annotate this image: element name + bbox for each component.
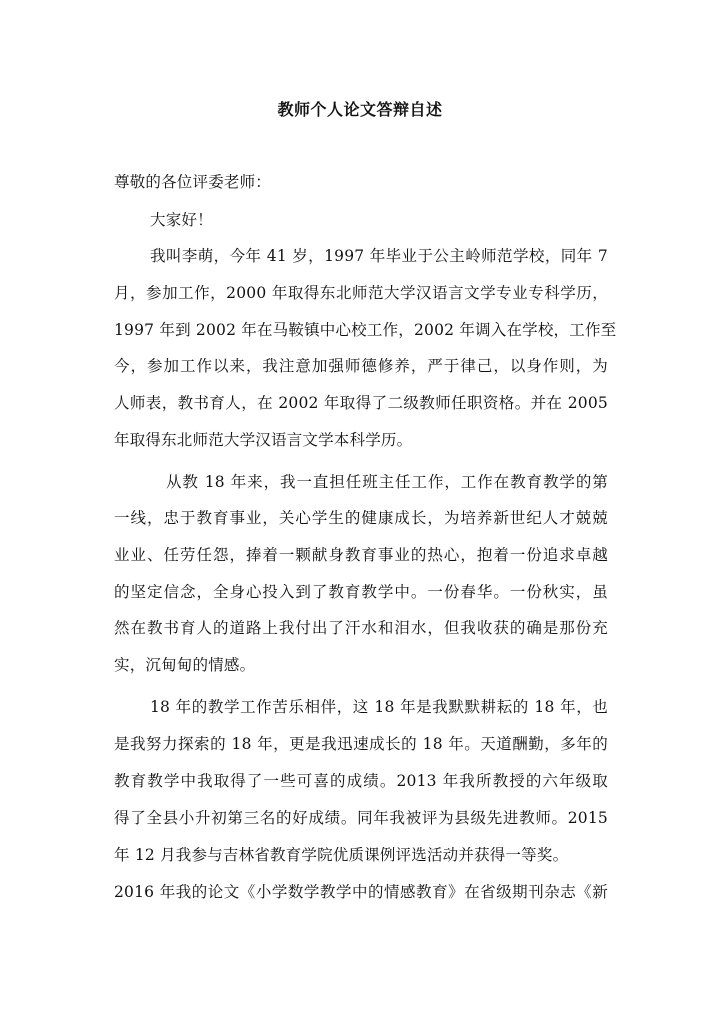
paragraph-line: 月，参加工作，2000 年取得东北师范大学汉语言文学专业专科学历， — [114, 284, 608, 302]
paragraph-line: 业业、任劳任怨，捧着一颗献身教育事业的热心，抱着一份追求卓越 — [114, 546, 608, 564]
paragraph-line: 从教 18 年来，我一直担任班主任工作，工作在教育教学的第 — [166, 473, 608, 491]
paragraph-line: 得了全县小升初第三名的好成绩。同年我被评为县级先进教师。2015 — [114, 809, 608, 827]
paragraph-line: 年 12 月我参与吉林省教育学院优质课例评选活动并获得一等奖。 — [114, 846, 569, 864]
paragraph-line: 人师表，教书育人，在 2002 年取得了二级教师任职资格。并在 2005 — [114, 394, 608, 412]
paragraph-line: 教育教学中我取得了一些可喜的成绩。2013 年我所教授的六年级取 — [114, 772, 608, 790]
paragraph-line: 1997 年到 2002 年在马鞍镇中心校工作，2002 年调入在学校，工作至 — [114, 321, 617, 339]
document-title: 教师个人论文答辩自述 — [277, 100, 443, 119]
paragraph-line: 一线，忠于教育事业，关心学生的健康成长，为培养新世纪人才兢兢 — [114, 509, 608, 527]
paragraph-line: 2016 年我的论文《小学数学教学中的情感教育》在省级期刊杂志《新 — [114, 883, 608, 901]
greeting: 大家好！ — [150, 211, 213, 229]
paragraph-line: 我叫李萌，今年 41 岁，1997 年毕业于公主岭师范学校，同年 7 — [150, 247, 608, 265]
salutation: 尊敬的各位评委老师： — [114, 173, 272, 191]
paragraph-line: 18 年的教学工作苦乐相伴，这 18 年是我默默耕耘的 18 年，也 — [150, 698, 608, 716]
paragraph-line: 的坚定信念，全身心投入到了教育教学中。一份春华。一份秋实，虽 — [114, 583, 608, 601]
paragraph-line: 今，参加工作以来，我注意加强师德修养，严于律己，以身作则，为 — [114, 357, 608, 375]
paragraph-line: 实，沉甸甸的情感。 — [114, 656, 256, 674]
paragraph-line: 然在教书育人的道路上我付出了汗水和泪水，但我收获的确是那份充 — [114, 619, 608, 637]
paragraph-line: 年取得东北师范大学汉语言文学本科学历。 — [114, 431, 413, 449]
paragraph-line: 是我努力探索的 18 年，更是我迅速成长的 18 年。天道酬勤，多年的 — [114, 735, 608, 753]
